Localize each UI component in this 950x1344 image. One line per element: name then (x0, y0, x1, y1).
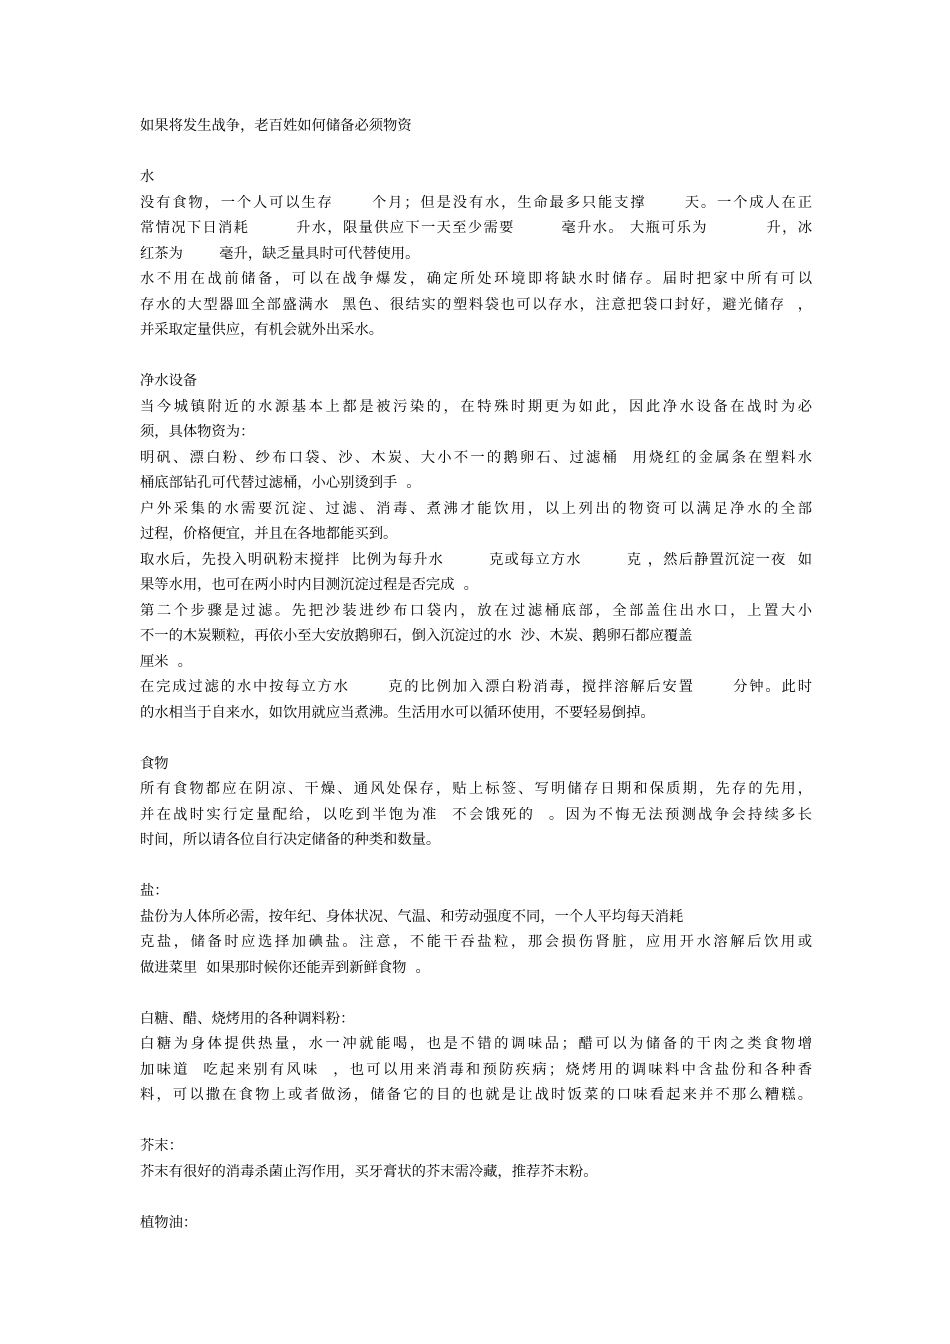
section-heading: 白糖、醋、烧烤用的各种调料粉： (140, 1010, 355, 1027)
section (140, 1134, 812, 1211)
spacer (140, 1109, 812, 1135)
paragraph-line: 加味道 吃起来别有风味 ，也可以用来消毒和预防疾病；烧烤用的调味料中含盐份和各种香 (140, 1061, 812, 1078)
paragraph-line: 当今城镇附近的水源基本上都是被污染的，在特殊时期更为如此，因此净水设备在战时为必 (140, 398, 812, 415)
document-body (140, 165, 812, 1236)
spacer (140, 981, 812, 1007)
paragraph-line: 须，具体物资为： (140, 424, 255, 440)
paragraph-line: 料，可以撒在食物上或者做汤，储备它的目的也就是让战时饭菜的口味看起来并不那么糟糕。 (140, 1087, 812, 1103)
paragraph-line: 在完成过滤的水中按每立方水 克的比例加入漂白粉消毒，搅拌溶解后安置 分钟。此时 (140, 679, 812, 695)
section (140, 1211, 812, 1237)
section-heading: 净水设备 (140, 373, 198, 389)
spacer (140, 726, 812, 752)
paragraph-line: 所有食物都应在阴凉、干燥、通风处保存，贴上标签、写明储存日期和保质期，先存的先用， (140, 781, 812, 797)
section-heading: 水 (140, 169, 155, 185)
paragraph-line: 盐份为人体所必需，按年纪、身体状况、气温、和劳动强度不同，一个人平均每天消耗 (140, 908, 684, 925)
section (140, 165, 812, 369)
section (140, 752, 812, 880)
paragraph-line: 做进菜里 如果那时候你还能弄到新鲜食物 。 (140, 959, 430, 976)
paragraph-line: 时间，所以请各位自行决定储备的种类和数量。 (140, 832, 441, 848)
paragraph-line: 存水的大型器皿全部盛满水 黑色、很结实的塑料袋也可以存水，注意把袋口封好，避光储存 ， (140, 296, 812, 313)
paragraph-line: 常情况下日消耗 升水，限量供应下一天至少需要 毫升水。 大瓶可乐为 升，冰 (140, 220, 812, 236)
paragraph-line: 并采取定量供应，有机会就外出采水。 (140, 322, 384, 338)
paragraph-line: 取水后，先投入明矾粉末搅拌 比例为每升水 克或每立方水 克 ，然后静置沉淀一夜 如 (140, 551, 812, 568)
paragraph-line: 不一的木炭颗粒，再依小至大安放鹅卵石，倒入沉淀过的水 沙、木炭、鹅卵石都应覆盖 (140, 628, 693, 644)
paragraph-line: 果等水用，也可在两小时内目测沉淀过程是否完成 。 (140, 577, 478, 593)
paragraph-line: 红茶为 毫升，缺乏量具时可代替使用。 (140, 245, 420, 262)
paragraph-line: 水不用在战前储备，可以在战争爆发，确定所处环境即将缺水时储存。届时把家中所有可以 (140, 271, 812, 287)
paragraph-line: 过程，价格便宜，并且在各地都能买到。 (140, 526, 398, 542)
section-heading: 食物 (140, 755, 169, 772)
paragraph-line: 并在战时实行定量配给，以吃到半饱为准 不会饿死的 。因为不悔无法预测战争会持续多长 (140, 806, 812, 823)
section-heading: 芥末： (140, 1138, 183, 1154)
document-title: 如果将发生战争，老百姓如何储备必须物资 (140, 118, 412, 134)
paragraph-line: 桶底部钻孔可代替过滤桶，小心别烫到手 。 (140, 475, 421, 491)
spacer (140, 854, 812, 880)
section-heading: 植物油： (140, 1214, 198, 1231)
spacer (140, 344, 812, 370)
section (140, 1007, 812, 1135)
paragraph-line: 克盐，储备时应选择加碘盐。注意，不能干吞盐粒，那会损伤肾脏，应用开水溶解后饮用或 (140, 934, 812, 950)
paragraph-line: 户外采集的水需要沉淀、过滤、消毒、煮沸才能饮用，以上列出的物资可以满足净水的全部 (140, 500, 812, 517)
document-page (140, 114, 812, 1236)
section (140, 369, 812, 752)
paragraph-line: 厘米 。 (140, 653, 192, 670)
paragraph-line: 没有食物，一个人可以生存 个月；但是没有水，生命最多只能支撑 天。一个成人在正 (140, 194, 812, 211)
paragraph-line: 明矾、漂白粉、纱布口袋、沙、木炭、大小不一的鹅卵石、过滤桶 用烧红的金属条在塑料水 (140, 449, 812, 466)
spacer (140, 140, 812, 166)
paragraph-line: 芥末有很好的消毒杀菌止泻作用，买牙膏状的芥末需冷藏，推荐芥末粉。 (140, 1163, 598, 1180)
section (140, 879, 812, 1007)
paragraph-line: 的水相当于自来水，如饮用就应当煮沸。生活用水可以循环使用，不要轻易倒掉。 (140, 704, 655, 721)
spacer (140, 1185, 812, 1211)
paragraph-line: 白糖为身体提供热量，水一冲就能喝，也是不错的调味品；醋可以为储备的干肉之类食物增 (140, 1036, 812, 1052)
paragraph-line: 第二个步骤是过滤。先把沙装进纱布口袋内，放在过滤桶底部，全部盖住出水口，上置大小 (140, 602, 812, 619)
section-heading: 盐： (140, 883, 169, 899)
